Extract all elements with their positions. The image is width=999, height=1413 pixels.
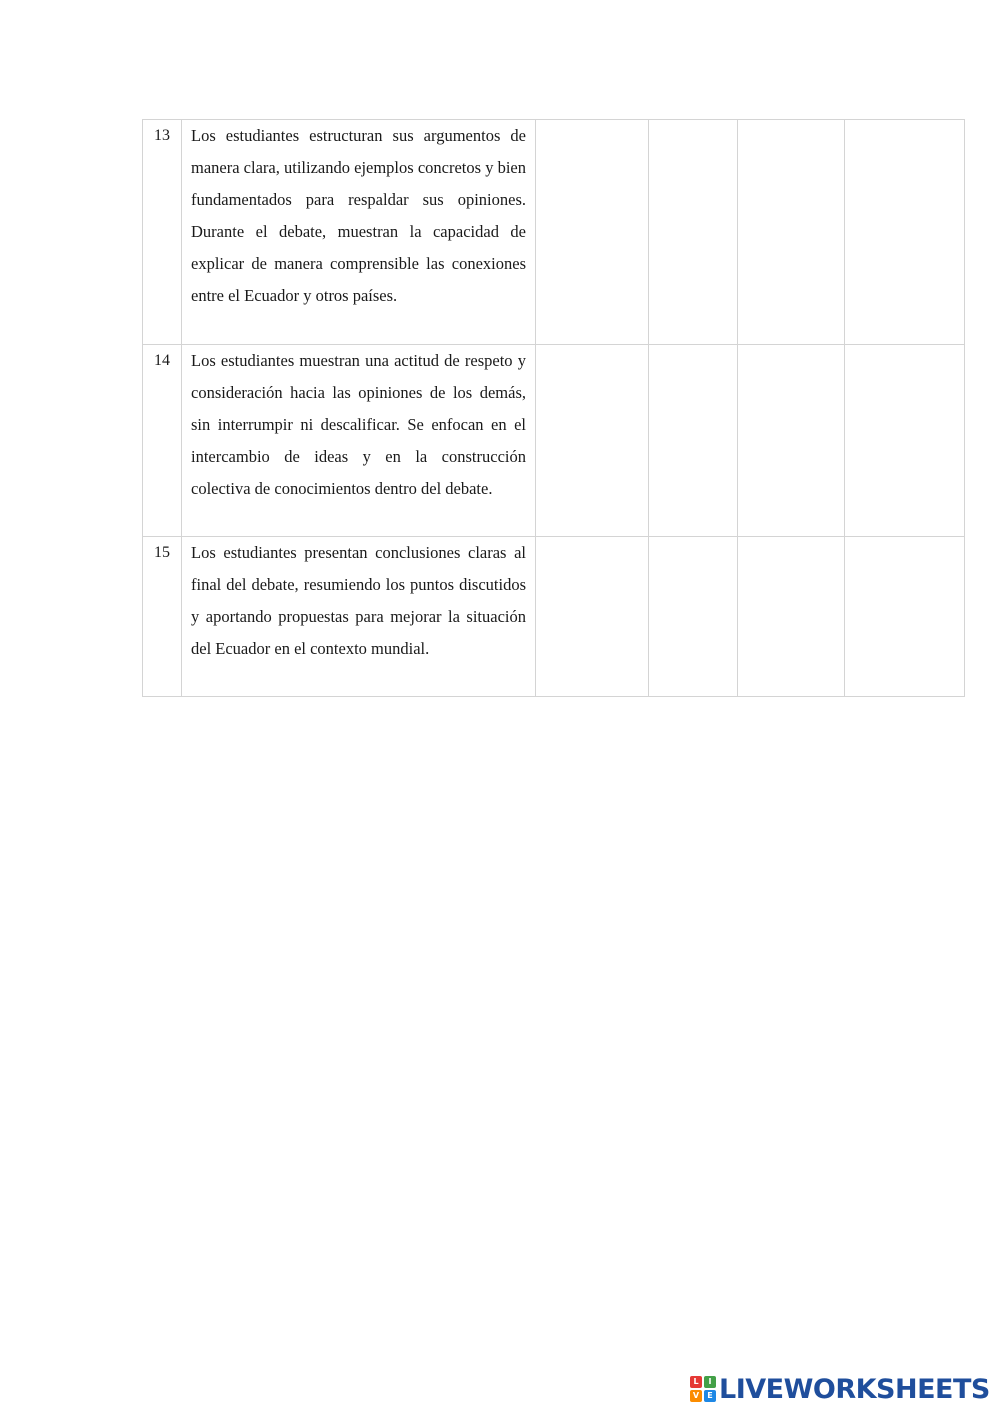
criterion-description: Los estudiantes muestran una actitud de respeto y consideración hacia las opiniones de los demás, sin interrumpir ni descalificar. Se enfocan en el intercambio de ideas y en la construcción colectiva de conocimientos dentro del debate. — [182, 345, 536, 537]
score-cell[interactable] — [649, 120, 738, 345]
score-cell[interactable] — [845, 537, 965, 697]
score-cell[interactable] — [536, 120, 649, 345]
score-cell[interactable] — [738, 537, 845, 697]
table-row — [143, 345, 965, 537]
criterion-description: Los estudiantes presentan conclusiones claras al final del debate, resumiendo los puntos discutidos y aportando propuestas para mejorar la situación del Ecuador en el contexto mundial. — [182, 537, 536, 697]
logo-mark-icon — [690, 1376, 716, 1402]
logo-letter: V — [690, 1390, 702, 1402]
logo-text: LIVEWORKSHEETS — [719, 1373, 990, 1405]
liveworksheets-logo — [690, 1374, 990, 1404]
criterion-description: Los estudiantes estructuran sus argumentos de manera clara, utilizando ejemplos concretos y bien fundamentados para respaldar sus opiniones. Durante el debate, muestran la capacidad de explicar de manera comprensible las conexiones entre el Ecuador y otros países. — [182, 120, 536, 345]
table-row — [143, 537, 965, 697]
table-row — [143, 120, 965, 345]
row-number: 15 — [143, 537, 182, 697]
logo-letter: E — [704, 1390, 716, 1402]
row-number: 13 — [143, 120, 182, 345]
score-cell[interactable] — [845, 345, 965, 537]
evaluation-table — [142, 119, 965, 697]
score-cell[interactable] — [738, 345, 845, 537]
score-cell[interactable] — [649, 537, 738, 697]
score-cell[interactable] — [845, 120, 965, 345]
logo-letter: L — [690, 1376, 702, 1388]
score-cell[interactable] — [649, 345, 738, 537]
score-cell[interactable] — [738, 120, 845, 345]
logo-letter: I — [704, 1376, 716, 1388]
score-cell[interactable] — [536, 537, 649, 697]
score-cell[interactable] — [536, 345, 649, 537]
row-number: 14 — [143, 345, 182, 537]
